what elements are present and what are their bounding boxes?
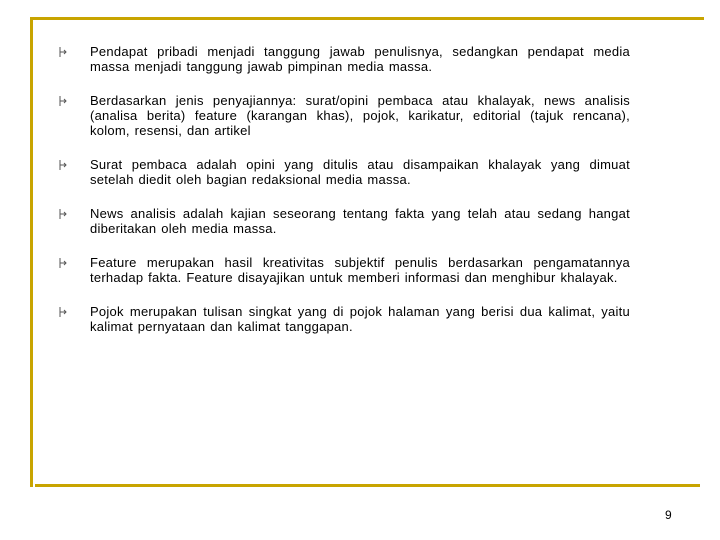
bullet-item — [58, 206, 630, 236]
slide-frame-bottom-border — [35, 484, 700, 487]
bullet-item — [58, 93, 630, 138]
bullet-text: Berdasarkan jenis penyajiannya: surat/opini pembaca atau khalayak, news analisis (analisa berita) feature (karangan khas), pojok, karikatur, editorial (tajuk rencana), kolom, resensi, dan artikel — [90, 93, 630, 138]
bullet-text: Pojok merupakan tulisan singkat yang di pojok halaman yang berisi dua kalimat, yaitu kalimat pernyataan dan kalimat tanggapan. — [90, 304, 630, 334]
slide-frame-left-border — [30, 17, 33, 487]
bullet-text: News analisis adalah kajian seseorang tentang fakta yang telah atau sedang hangat diberitakan oleh media massa. — [90, 206, 630, 236]
bullet-arrow-icon — [58, 159, 68, 171]
bullet-item — [58, 255, 630, 285]
bullet-item — [58, 304, 630, 334]
bullet-list — [58, 44, 630, 353]
page-number: 9 — [665, 508, 672, 522]
bullet-text: Surat pembaca adalah opini yang ditulis atau disampaikan khalayak yang dimuat setelah diedit oleh bagian redaksional media massa. — [90, 157, 630, 187]
bullet-arrow-icon — [58, 95, 68, 107]
bullet-arrow-icon — [58, 257, 68, 269]
bullet-arrow-icon — [58, 208, 68, 220]
bullet-item — [58, 157, 630, 187]
bullet-item — [58, 44, 630, 74]
slide-frame-top-border — [30, 17, 704, 20]
bullet-arrow-icon — [58, 46, 68, 58]
bullet-text: Feature merupakan hasil kreativitas subjektif penulis berdasarkan pengamatannya terhadap fakta. Feature disayajikan untuk memberi informasi dan menghibur khalayak. — [90, 255, 630, 285]
bullet-text: Pendapat pribadi menjadi tanggung jawab penulisnya, sedangkan pendapat media massa menjadi tanggung jawab pimpinan media massa. — [90, 44, 630, 74]
bullet-arrow-icon — [58, 306, 68, 318]
